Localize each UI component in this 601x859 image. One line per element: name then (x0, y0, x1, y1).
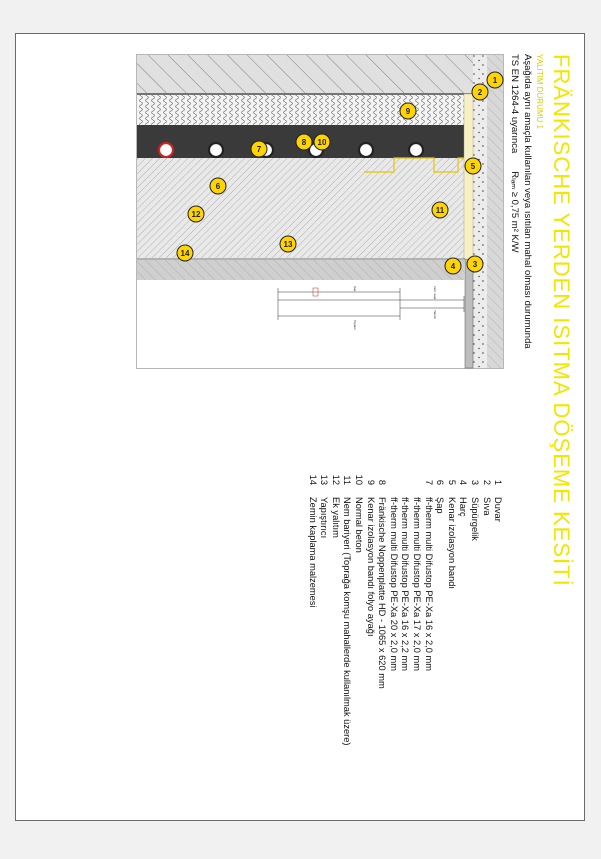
heating-pipe (159, 143, 173, 157)
legend-label: Harç (458, 497, 469, 517)
callout-number: 6 (215, 182, 221, 191)
legend-number: 9 (365, 479, 376, 485)
legend-row (353, 457, 365, 817)
legend-label: Kenar izolasyon bandı (446, 497, 457, 589)
legend-number: 4 (458, 479, 469, 485)
legend-label: Yapıştırıcı (319, 497, 330, 539)
norm-standard: TS EN 1264-4 uyarınca (509, 54, 520, 154)
page-subtitle: YALITIM DURUMU 1 (535, 54, 544, 129)
callout-8 (296, 134, 312, 150)
legend-number: 2 (481, 479, 492, 485)
legend-number: 3 (470, 479, 481, 485)
legend-label: Süpürgelik (470, 497, 481, 541)
legend-number: 10 (354, 474, 365, 485)
callout-number: 3 (472, 260, 478, 269)
legend-label: Kenar izolasyon bandı folyo ayağı (365, 497, 376, 637)
legend-label: Nem bariyeri (Toprağa komşu mahallerde kullanılmak üzere) (342, 497, 353, 746)
callout-number: 8 (301, 138, 307, 147)
callout-number: 12 (191, 210, 201, 219)
drawing-sheet (15, 33, 585, 821)
callout-3 (467, 256, 483, 272)
legend-number: 11 (342, 475, 353, 485)
dim-label-insulation: Yalıtım (433, 310, 437, 320)
legend-number: 1 (493, 479, 504, 485)
callout-1 (487, 72, 503, 88)
callout-number: 7 (256, 145, 262, 154)
legend-row (365, 457, 377, 817)
legend-row (446, 457, 458, 817)
dim-label-screed: Şap (353, 286, 357, 292)
callout-2 (472, 84, 488, 100)
legend-label: Sıva (481, 497, 492, 516)
callout-6 (210, 178, 226, 194)
callout-13 (280, 236, 296, 252)
legend-row (307, 457, 319, 817)
legend-label: ff-therm multi Difustop PE-Xa 20 x 2,0 mm (388, 497, 399, 671)
legend-row (388, 457, 400, 817)
callout-number: 5 (470, 162, 476, 171)
legend-row (319, 457, 331, 817)
callout-number: 10 (317, 138, 327, 147)
legend-number: 12 (330, 474, 341, 485)
callout-number: 4 (450, 262, 456, 271)
rotated-content (16, 34, 584, 820)
floor-section-drawing (136, 54, 504, 369)
legend-row (342, 457, 354, 817)
callout-11 (432, 202, 448, 218)
heating-pipe (209, 143, 223, 157)
legend-number: 5 (446, 479, 457, 485)
callout-number: 13 (283, 240, 293, 249)
callout-4 (445, 258, 461, 274)
page-title: FRÄNKISCHE YERDEN ISITMA DÖŞEME KESİTİ (549, 54, 574, 587)
heating-pipe (359, 143, 373, 157)
legend-label: Fränkische Noppenplatte HD - 1065 x 620 mm (377, 497, 388, 689)
dim-label-covering: Zem. kapl. (433, 286, 437, 301)
legend-label: Duvar (493, 497, 504, 522)
description-text: Aşağıda aynı amaçla kullanılan veya ısıtılan mahal olması durumunda (522, 54, 533, 349)
callout-number: 2 (477, 88, 483, 97)
dim-label-total: Toplam (353, 320, 357, 330)
legend-label: Ek yalıtım (330, 497, 341, 538)
legend-row (492, 457, 504, 817)
legend-row (411, 457, 423, 817)
legend-row (423, 457, 435, 817)
legend-row (434, 457, 446, 817)
callout-9 (400, 103, 416, 119)
legend-number: 6 (435, 479, 446, 485)
heating-pipe (409, 143, 423, 157)
norm-r-value: Rₗₐₘ ≥ 0,75 m² K/W (509, 171, 520, 253)
legend-label: Zemin kaplama malzemesi (307, 497, 318, 608)
legend-row (469, 457, 481, 817)
legend-label: Normal beton (354, 497, 365, 553)
callout-10 (314, 134, 330, 150)
callout-12 (188, 206, 204, 222)
legend-row (330, 457, 342, 817)
callout-7 (251, 141, 267, 157)
norm-line (509, 54, 520, 252)
legend-label: Şap (435, 497, 446, 514)
callout-number: 14 (180, 249, 190, 258)
edge-insulation-strip (464, 94, 473, 259)
legend-row (458, 457, 470, 817)
legend (284, 457, 504, 817)
callout-14 (177, 245, 193, 261)
legend-row (376, 457, 388, 817)
callout-5 (465, 158, 481, 174)
skirting-board (465, 259, 473, 368)
legend-row (481, 457, 493, 817)
legend-number: 14 (307, 474, 318, 485)
callout-number: 9 (405, 107, 411, 116)
legend-label: ff-therm multi Difustop PE-Xa 17 x 2,0 mm (412, 497, 423, 671)
callout-number: 11 (435, 206, 445, 215)
legend-number: 13 (319, 474, 330, 485)
legend-number: 7 (423, 479, 434, 485)
legend-number: 8 (377, 479, 388, 485)
legend-label: ff-therm multi Difustop PE-Xa 16 x 2,2 mm (400, 497, 411, 671)
legend-row (400, 457, 412, 817)
legend-label: ff-therm multi Difustop PE-Xa 16 x 2,0 mm (423, 497, 434, 671)
callout-number: 1 (492, 76, 498, 85)
